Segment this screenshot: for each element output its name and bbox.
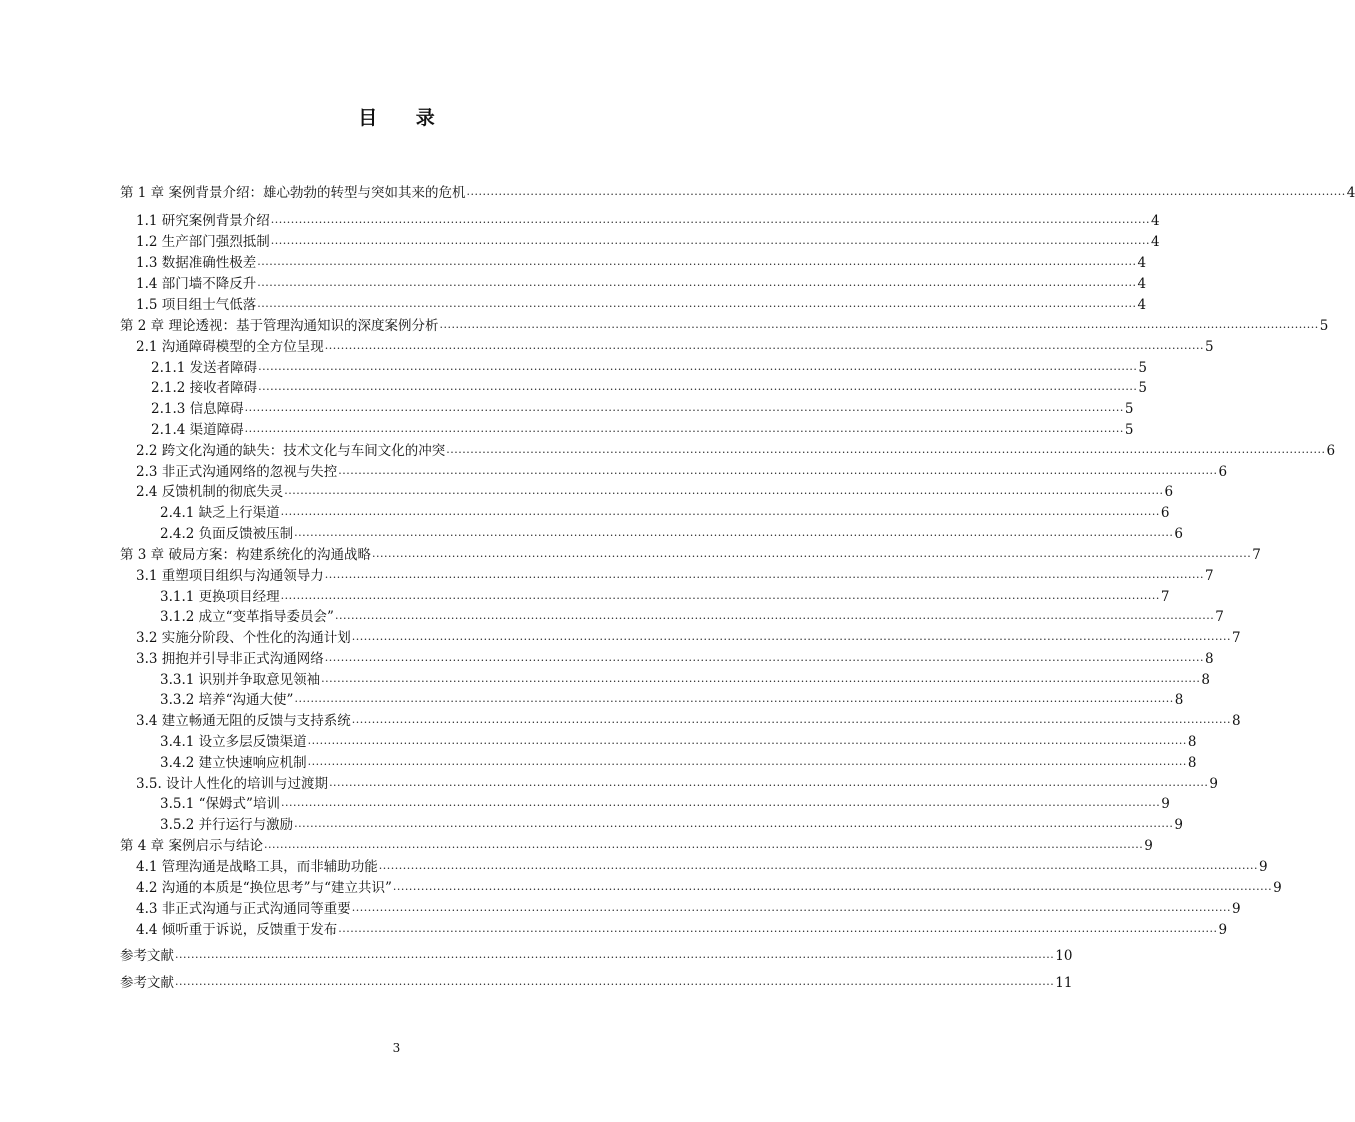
toc-entry-page: 4 xyxy=(1151,213,1160,229)
dot-leader: ···························································································································································································································· xyxy=(439,321,1319,334)
dot-leader: ···························································································································································································································· xyxy=(338,467,1218,480)
dot-leader: ···························································································································································································································· xyxy=(351,633,1232,646)
toc-entry-page: 9 xyxy=(1232,901,1241,917)
toc-entry[interactable] xyxy=(136,295,1147,315)
dot-leader: ···························································································································································································································· xyxy=(280,799,1161,812)
dot-leader: ···························································································································································································································· xyxy=(446,446,1326,459)
dot-leader: ···························································································································································································································· xyxy=(257,258,1137,271)
toc-entry-title: 2.4.2 负面反馈被压制 xyxy=(160,526,294,542)
toc-entry[interactable] xyxy=(160,587,1170,607)
toc-entry-title: 参考文献 xyxy=(120,948,174,964)
toc-entry-title: 3.5.1 “保姆式”培训 xyxy=(160,796,280,812)
toc-entry-title: 1.2 生产部门强烈抵制 xyxy=(136,234,270,250)
dot-leader: ···························································································································································································································· xyxy=(307,737,1187,750)
toc-entry-title: 2.2 跨文化沟通的缺失：技术文化与车间文化的冲突 xyxy=(136,443,446,459)
dot-leader: ···························································································································································································································· xyxy=(338,925,1218,938)
toc-entry-title: 1.5 项目组士气低落 xyxy=(136,297,257,313)
toc-entry-page: 5 xyxy=(1138,380,1147,396)
toc-entry-title: 2.3 非正式沟通网络的忽视与失控 xyxy=(136,464,338,480)
toc-entry-page: 4 xyxy=(1137,276,1147,292)
toc-entry-title: 2.4 反馈机制的彻底失灵 xyxy=(136,484,284,500)
toc-entry-page: 5 xyxy=(1124,401,1134,417)
toc-entry-title: 2.4.1 缺乏上行渠道 xyxy=(160,505,280,521)
toc-entry-title: 第 1 章 案例背景介绍：雄心勃勃的转型与突如其来的危机 xyxy=(120,185,466,201)
dot-leader: ···························································································································································································································· xyxy=(244,425,1124,438)
toc-entry-title: 3.3.1 识别并争取意见领袖 xyxy=(160,672,321,688)
toc-entry-title: 4.1 管理沟通是战略工具，而非辅助功能 xyxy=(136,859,378,875)
dot-leader: ···························································································································································································································· xyxy=(324,571,1205,584)
page-number: 3 xyxy=(392,1041,401,1055)
toc-entry-page: 6 xyxy=(1174,526,1183,542)
toc-entry-title: 4.3 非正式沟通与正式沟通同等重要 xyxy=(136,901,351,917)
toc-entry-page: 8 xyxy=(1187,755,1197,771)
toc-entry-title: 3.4.1 设立多层反馈渠道 xyxy=(160,734,307,750)
toc-entry-title: 参考文献 xyxy=(120,975,174,991)
toc-entry-title: 1.1 研究案例背景介绍 xyxy=(136,213,270,229)
toc-entry-title: 2.1.1 发送者障碍 xyxy=(151,360,258,376)
dot-leader: ···························································································································································································································· xyxy=(466,188,1346,201)
dot-leader: ···························································································································································································································· xyxy=(351,716,1232,729)
toc-entry-page: 5 xyxy=(1319,318,1329,334)
toc-entry-title: 3.1 重塑项目组织与沟通领导力 xyxy=(136,568,324,584)
dot-leader: ···························································································································································································································· xyxy=(371,550,1252,563)
toc-entry-page: 4 xyxy=(1137,255,1147,271)
toc-entry-title: 3.5.2 并行运行与激励 xyxy=(160,817,294,833)
toc-entry[interactable] xyxy=(136,337,1214,357)
toc-entry[interactable] xyxy=(136,253,1147,273)
toc-entry[interactable] xyxy=(136,628,1241,648)
toc-entry-page: 9 xyxy=(1273,880,1282,896)
toc-entry-page: 9 xyxy=(1144,838,1153,854)
toc-entry-title: 1.3 数据准确性极差 xyxy=(136,255,257,271)
dot-leader: ···························································································································································································································· xyxy=(321,675,1201,688)
dot-leader: ···························································································································································································································· xyxy=(378,862,1259,875)
toc-entry[interactable] xyxy=(136,920,1228,940)
toc-entry-page: 5 xyxy=(1205,339,1214,355)
toc-entry[interactable] xyxy=(160,607,1224,627)
toc-entry[interactable] xyxy=(120,183,1355,203)
toc-entry[interactable] xyxy=(136,462,1228,482)
toc-entry-title: 3.2 实施分阶段、个性化的沟通计划 xyxy=(136,630,351,646)
toc-entry-page: 9 xyxy=(1259,859,1268,875)
dot-leader: ···························································································································································································································· xyxy=(329,779,1209,792)
toc-entry-page: 7 xyxy=(1215,609,1224,625)
toc-entry[interactable] xyxy=(160,732,1197,752)
dot-leader: ···························································································································································································································· xyxy=(257,279,1137,292)
toc-entry[interactable] xyxy=(136,774,1218,794)
toc-entry-page: 4 xyxy=(1137,297,1147,313)
toc-entry-page: 9 xyxy=(1174,817,1183,833)
dot-leader: ···························································································································································································································· xyxy=(324,342,1205,355)
toc-entry-title: 2.1.2 接收者障碍 xyxy=(151,380,258,396)
toc-entry-title: 3.5. 设计人性化的培训与过渡期 xyxy=(136,776,329,792)
dot-leader: ···························································································································································································································· xyxy=(258,383,1138,396)
dot-leader: ···························································································································································································································· xyxy=(263,841,1144,854)
dot-leader: ···························································································································································································································· xyxy=(324,654,1205,667)
toc-entry-title: 3.1.1 更换项目经理 xyxy=(160,589,280,605)
toc-entry-page: 6 xyxy=(1326,443,1336,459)
toc-entry-page: 10 xyxy=(1055,948,1073,964)
dot-leader: ···························································································································································································································· xyxy=(175,951,1055,964)
toc-entry[interactable] xyxy=(160,503,1170,523)
toc-entry-title: 2.1.4 渠道障碍 xyxy=(151,422,244,438)
toc-entry-title: 第 4 章 案例启示与结论 xyxy=(120,838,263,854)
toc-entry[interactable] xyxy=(120,836,1153,856)
toc-entry-page: 5 xyxy=(1124,422,1134,438)
toc-entry[interactable] xyxy=(160,815,1183,835)
toc-entry-title: 1.4 部门墙不降反升 xyxy=(136,276,257,292)
toc-entry-page: 4 xyxy=(1346,185,1355,201)
toc-entry[interactable] xyxy=(136,274,1147,294)
toc-entry-title: 3.3.2 培养“沟通大使” xyxy=(160,692,294,708)
toc-entry[interactable] xyxy=(160,524,1183,544)
toc-entry-title: 3.4 建立畅通无阻的反馈与支持系统 xyxy=(136,713,351,729)
toc-entry-page: 8 xyxy=(1205,651,1214,667)
toc-entry[interactable] xyxy=(136,711,1241,731)
toc-entry-title: 3.3 拥抱并引导非正式沟通网络 xyxy=(136,651,324,667)
dot-leader: ···························································································································································································································· xyxy=(334,612,1215,625)
toc-entry[interactable] xyxy=(136,211,1160,231)
dot-leader: ···························································································································································································································· xyxy=(307,758,1187,771)
toc-entry[interactable] xyxy=(160,794,1170,814)
toc-entry-title: 第 2 章 理论透视：基于管理沟通知识的深度案例分析 xyxy=(120,318,439,334)
toc-entry[interactable] xyxy=(120,946,1073,966)
toc-entry-title: 4.4 倾听重于诉说，反馈重于发布 xyxy=(136,922,338,938)
toc-entry-title: 3.4.2 建立快速响应机制 xyxy=(160,755,307,771)
toc-entry-page: 5 xyxy=(1138,360,1147,376)
toc-entry[interactable] xyxy=(136,857,1268,877)
toc-entry[interactable] xyxy=(160,690,1184,710)
toc-entry-page: 8 xyxy=(1232,713,1241,729)
toc-entry-page: 6 xyxy=(1160,505,1170,521)
toc-entry[interactable] xyxy=(120,545,1261,565)
toc-entry-page: 7 xyxy=(1160,589,1170,605)
dot-leader: ···························································································································································································································· xyxy=(175,978,1055,991)
toc-entry-page: 9 xyxy=(1218,922,1228,938)
toc-entry-page: 7 xyxy=(1232,630,1241,646)
dot-leader: ···························································································································································································································· xyxy=(244,404,1124,417)
dot-leader: ···························································································································································································································· xyxy=(294,820,1174,833)
toc-entry-title: 2.1.3 信息障碍 xyxy=(151,401,244,417)
dot-leader: ···························································································································································································································· xyxy=(270,237,1151,250)
toc-entry[interactable] xyxy=(151,378,1147,398)
toc-title: 目 录 xyxy=(358,107,451,129)
toc-entry[interactable] xyxy=(151,358,1147,378)
toc-entry[interactable] xyxy=(136,232,1160,252)
dot-leader: ···························································································································································································································· xyxy=(294,695,1174,708)
toc-entry[interactable] xyxy=(136,649,1214,669)
toc-entry-title: 2.1 沟通障碍模型的全方位呈现 xyxy=(136,339,324,355)
toc-entry-page: 8 xyxy=(1201,672,1210,688)
toc-entry[interactable] xyxy=(136,899,1241,919)
toc-entry[interactable] xyxy=(160,670,1210,690)
toc-entry[interactable] xyxy=(120,316,1329,336)
toc-entry-page: 9 xyxy=(1209,776,1218,792)
toc-entry[interactable] xyxy=(136,482,1174,502)
dot-leader: ···························································································································································································································· xyxy=(258,363,1138,376)
dot-leader: ···························································································································································································································· xyxy=(270,216,1151,229)
dot-leader: ···························································································································································································································· xyxy=(280,508,1160,521)
dot-leader: ···························································································································································································································· xyxy=(392,883,1273,896)
dot-leader: ···························································································································································································································· xyxy=(284,487,1164,500)
toc-entry-page: 6 xyxy=(1218,464,1228,480)
dot-leader: ···························································································································································································································· xyxy=(351,904,1232,917)
toc-entry-page: 8 xyxy=(1174,692,1184,708)
toc-entry[interactable] xyxy=(136,878,1282,898)
dot-leader: ···························································································································································································································· xyxy=(257,300,1137,313)
toc-entry[interactable] xyxy=(151,420,1134,440)
toc-entry-page: 7 xyxy=(1252,547,1261,563)
toc-entry[interactable] xyxy=(136,566,1214,586)
dot-leader: ···························································································································································································································· xyxy=(294,529,1174,542)
toc-entry-page: 8 xyxy=(1187,734,1197,750)
dot-leader: ···························································································································································································································· xyxy=(280,592,1160,605)
toc-entry-title: 第 3 章 破局方案：构建系统化的沟通战略 xyxy=(120,547,371,563)
toc-entry[interactable] xyxy=(136,441,1336,461)
toc-entry[interactable] xyxy=(160,753,1197,773)
toc-entry-title: 4.2 沟通的本质是“换位思考”与“建立共识” xyxy=(136,880,392,896)
toc-entry-page: 7 xyxy=(1205,568,1214,584)
toc-entry-page: 6 xyxy=(1164,484,1174,500)
toc-entry[interactable] xyxy=(120,973,1073,993)
toc-entry-page: 4 xyxy=(1151,234,1160,250)
toc-entry[interactable] xyxy=(151,399,1134,419)
toc-entry-page: 11 xyxy=(1055,975,1073,991)
toc-entry-title: 3.1.2 成立“变革指导委员会” xyxy=(160,609,334,625)
toc-entry-page: 9 xyxy=(1161,796,1170,812)
